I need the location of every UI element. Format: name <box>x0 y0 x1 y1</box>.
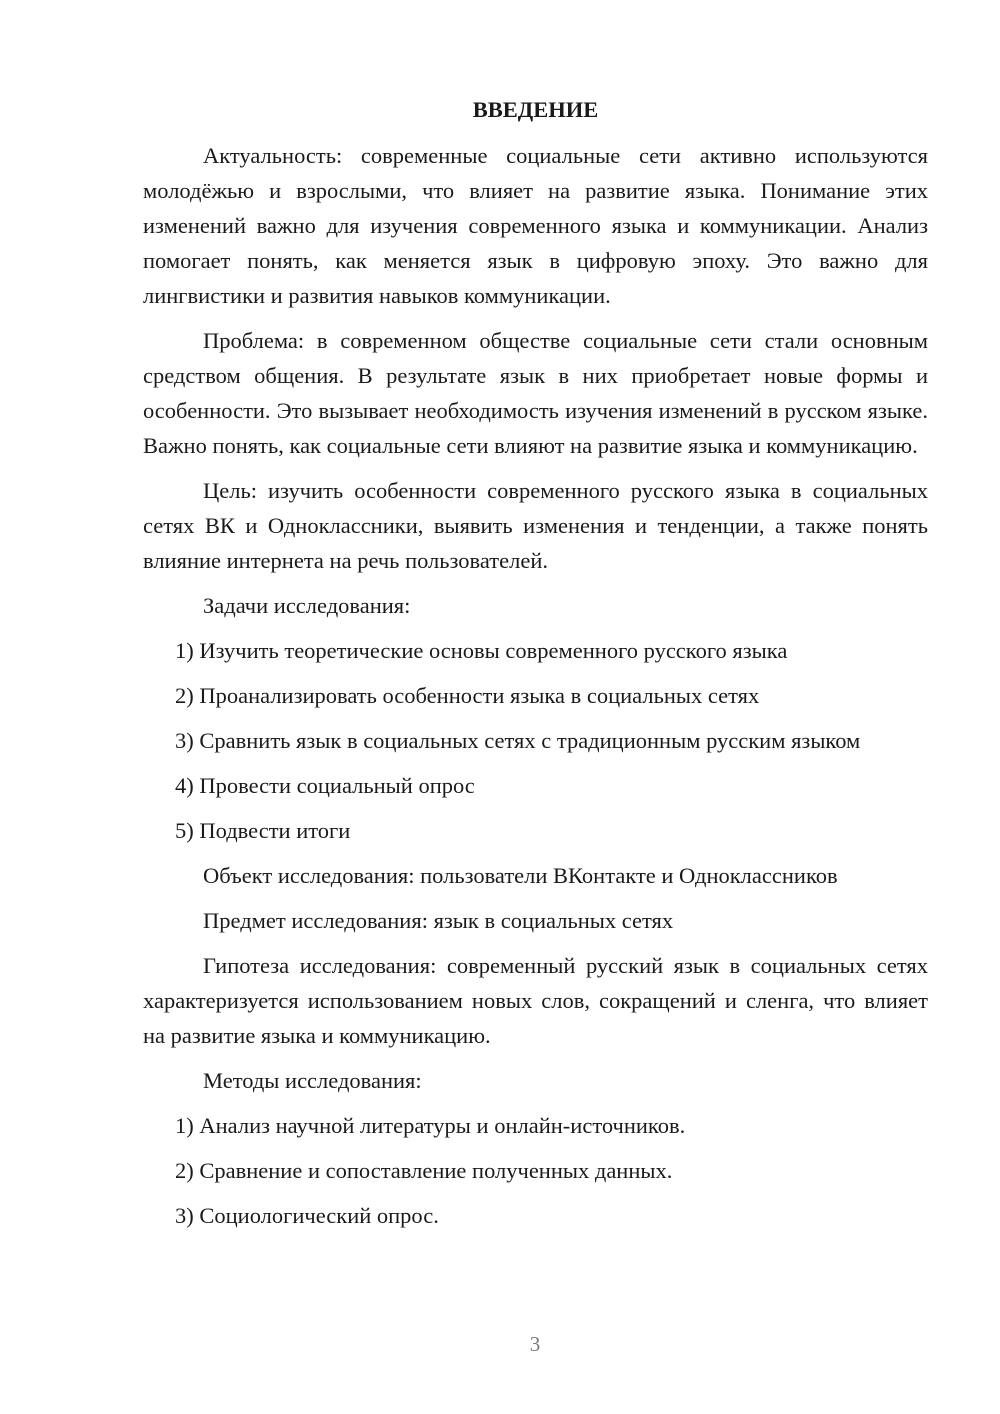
task-item: 2) Проанализировать особенности языка в социальных сетях <box>175 683 760 708</box>
subject-paragraph: Предмет исследования: язык в социальных сетях <box>203 908 674 933</box>
task-item: 1) Изучить теоретические основы современного русского языка <box>175 638 788 663</box>
goal-paragraph: Цель: изучить особенности современного русского языка в социальных сетях ВК и Одноклассники, выявить изменения и тенденции, а также понять влияние интернета на речь пользователей. <box>143 478 928 573</box>
task-item: 3) Сравнить язык в социальных сетях с традиционным русским языком <box>175 728 861 753</box>
methods-heading: Методы исследования: <box>203 1068 422 1093</box>
method-item: 2) Сравнение и сопоставление полученных данных. <box>175 1158 673 1183</box>
method-item: 3) Социологический опрос. <box>175 1203 439 1228</box>
page-number: 3 <box>529 1332 541 1356</box>
hypothesis-paragraph: Гипотеза исследования: современный русский язык в социальных сетях характеризуется использованием новых слов, сокращений и сленга, что влияет на развитие языка и коммуникацию. <box>143 953 928 1048</box>
tasks-heading: Задачи исследования: <box>203 593 411 618</box>
task-item: 5) Подвести итоги <box>175 818 351 843</box>
actuality-paragraph: Актуальность: современные социальные сети активно используются молодёжью и взрослыми, что влияет на развитие языка. Понимание этих изменений важно для изучения современного языка и коммуникации. Анализ помогает понять, как меняется язык в цифровую эпоху. Это важно для лингвистики и развития навыков коммуникации. <box>143 143 928 308</box>
document-body <box>143 92 928 1243</box>
method-item: 1) Анализ научной литературы и онлайн-источников. <box>175 1113 686 1138</box>
section-title: ВВЕДЕНИЕ <box>472 97 599 122</box>
object-paragraph: Объект исследования: пользователи ВКонтакте и Одноклассников <box>203 863 838 888</box>
problem-paragraph: Проблема: в современном обществе социальные сети стали основным средством общения. В результате язык в них приобретает новые формы и особенности. Это вызывает необходимость изучения изменений в русском языке. Важно понять, как социальные сети влияют на развитие языка и коммуникацию. <box>143 328 928 458</box>
task-item: 4) Провести социальный опрос <box>175 773 475 798</box>
